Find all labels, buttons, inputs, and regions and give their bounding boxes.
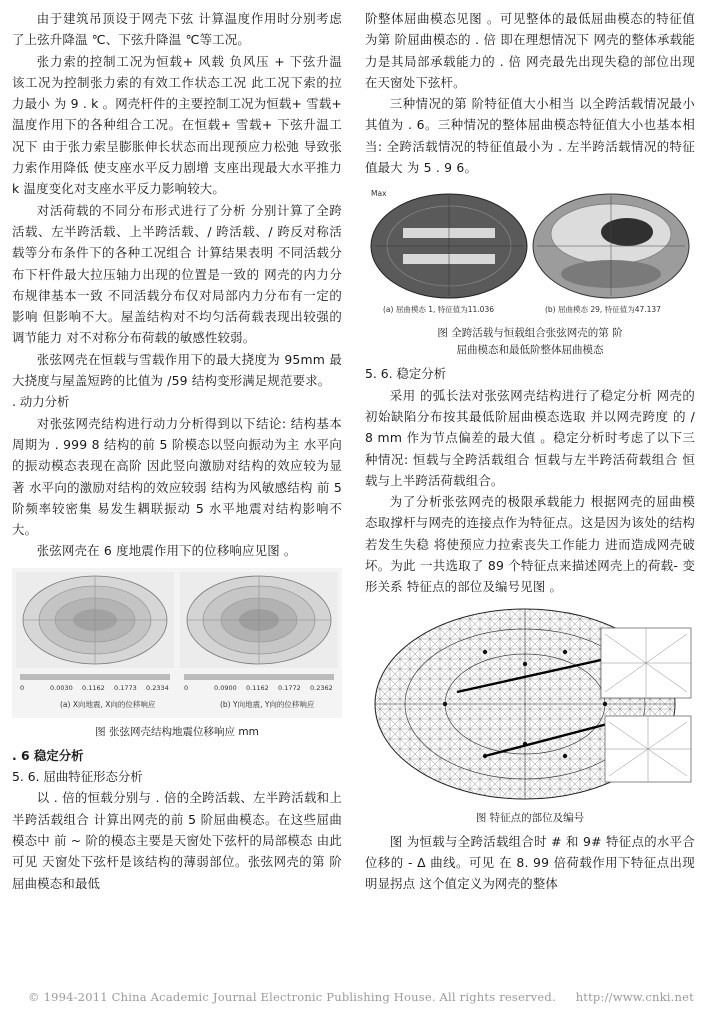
footer-url[interactable]: http://www.cnki.net [575,990,694,1004]
paragraph: 对张弦网壳结构进行动力分析得到以下结论: 结构基本周期为 . 999 8 结构的前 5 阶模态以竖向振动为主 水平向的振动模态表现在高阶 因此竖向激励对结构的效应较为显著 水平向的激励对结构的效应较弱 结构为风敏感结构 前 5 阶频率较密集 易发生耦联振动 5 水平地震对结构影响不大。 [12,415,342,538]
subfigure-label-a: (a) 屈曲模态 1, 特征值为11.036 [383,305,494,315]
paragraph: 三种情况的第 阶特征值大小相当 以全跨活载情况最小 其值为 . 6。三种情况的整体屈曲模态特征值大小也基本相当: 全跨活载情况的特征值最小为 . 左半跨活载情况的特征值最大 为 5 . 9 6。 [365,96,695,176]
scale-tick: 0.0030 [50,683,73,692]
subsection-heading: 5. 6. 屈曲特征形态分析 [12,769,143,785]
page-footer [0,990,722,1004]
paragraph: 图 为恒载与全跨活载组合时 # 和 9# 特征点的水平合位移的 - Δ 曲线。可见 在 8. 99 倍荷载作用下特征点出现明显拐点 这个值定义为网壳的整体 [365,833,695,892]
scale-tick: 0 [20,683,25,692]
scale-tick: 0.1773 [114,683,137,692]
buckling-mode-figure [365,184,695,359]
paragraph: 对活荷载的不同分布形式进行了分析 分别计算了全跨活载、左半跨活载、上半跨活载、/ 跨活载、/ 跨反对称活载等分布条件下的各种工况组合 计算结果表明 不同活载分布下杆件最大拉压轴力出现的位置是一致的 网壳的内力分布规律基本一致 不同活载分布仅对局部内力分布有一定的影响 但影响不大。屋盖结构对不均匀活荷载表现出较强的调节能力 对不对称分布荷载的敏感性较弱。 [12,202,342,346]
max-label: Max [371,189,387,199]
scale-tick: 0.2334 [146,683,169,692]
subsection-heading: 5. 6. 稳定分析 [365,366,447,382]
feature-points-figure [365,604,695,827]
scale-tick: 0.0900 [214,683,237,692]
paragraph: 阶整体屈曲模态见图 。可见整体的最低屈曲模态的特征值为第 阶屈曲模态的 . 倍 即在理想情况下 网壳的整体承载能力是其局部承载能力的 . 倍 网壳最先出现失稳的部位出现在天窗处下弦杆。 [365,11,695,90]
subfigure-label-b: (b) Y向地震, Y向的位移响应 [220,699,315,709]
paragraph: 以 . 倍的恒载分别与 . 倍的全跨活载、左半跨活载和上半跨活载组合 计算出网壳的前 5 阶屈曲模态。在这些屈曲模态中 前 ~ 阶的模态主要是天窗处下弦杆的局部模态 由此可见 天窗处下弦杆是该结构的薄弱部位。张弦网壳的第 阶屈曲模态和最低 [12,790,342,891]
figure-caption: 图 特征点的部位及编号 [475,811,585,824]
scale-tick: 0 [184,683,189,692]
paragraph: 采用 的弧长法对张弦网壳结构进行了稳定分析 网壳的初始缺陷分布按其最低阶屈曲模态选取 并以网壳跨度 的 / 8 mm 作为节点偏差的最大值 。稳定分析时考虑了以下三种情况: 恒载与全跨活载组合 恒载与左半跨活荷载组合 恒载与上半跨活荷载组合。 [365,387,695,488]
seismic-displacement-plots [12,568,342,718]
right-column [365,8,695,895]
scale-tick: 0.1772 [278,683,301,692]
buckling-mode-1 [371,194,527,298]
paragraph: 由于建筑吊顶设于网壳下弦 计算温度作用时分别考虑了上弦升降温 ℃、下弦升降温 ℃等工况。 [12,11,342,48]
paragraph: 张弦网壳在 6 度地震作用下的位移响应见图 。 [36,543,297,559]
feature-points-mesh [365,604,695,804]
copyright-text: © 1994-2011 China Academic Journal Electronic Publishing House. All rights reserved. [28,990,556,1004]
buckling-mode-plots [365,184,695,319]
contour-plot-y [180,572,338,668]
paragraph: 张力索的控制工况为恒载+ 风载 负风压 + 下弦升温 该工况为控制张力索的有效工作状态工况 此工况下索的拉力最小 为 9 . k 。网壳杆件的主要控制工况为恒载+ 雪载+ 温度作用下的各种组合工况。在恒载+ 雪载+ 下弦升温工况下 由于张力索呈膨胀伸长状态而出现预应力松弛 导致张力索作用降低 使支座水平反力剧增 支座出现最大水平推力 k 温度变化对支座水平反力影响较大。 [12,53,342,197]
scale-tick: 0.2362 [310,683,333,692]
contour-plot-x [16,572,174,668]
buckling-mode-29 [533,194,689,298]
paragraph: 为了分析张弦网壳的极限承载能力 根据网壳的屈曲模态取撑杆与网壳的连接点作为特征点。这是因为该处的结构若发生失稳 将使预应力拉索丧失工作能力 进而造成网壳破坏。为此 一共选取了 89 个特征点来描述网壳上的荷载- 变形关系 特征点的部位及编号见图 。 [365,494,695,595]
scale-tick: 0.1162 [82,683,105,692]
figure-caption-line2: 屈曲模态和最低阶整体屈曲模态 [456,344,604,357]
subfigure-label-a: (a) X向地震, X向的位移响应 [60,699,156,709]
section-heading: . 6 稳定分析 [12,747,84,763]
figure-caption: 图 全跨活载与恒载组合张弦网壳的第 阶 [437,327,623,340]
section-heading: . 动力分析 [12,394,70,410]
figure-caption: 图 张弦网壳结构地震位移响应 mm [95,725,259,738]
paragraph: 张弦网壳在恒载与雪载作用下的最大挠度为 95mm 最大挠度与屋盖短跨的比值为 /59 结构变形满足规范要求。 [12,351,342,389]
subfigure-label-b: (b) 屈曲模态 29, 特征值为47.137 [545,305,661,315]
scale-tick: 0.1162 [246,683,269,692]
seismic-displacement-figure [12,568,342,741]
left-column [12,8,342,894]
